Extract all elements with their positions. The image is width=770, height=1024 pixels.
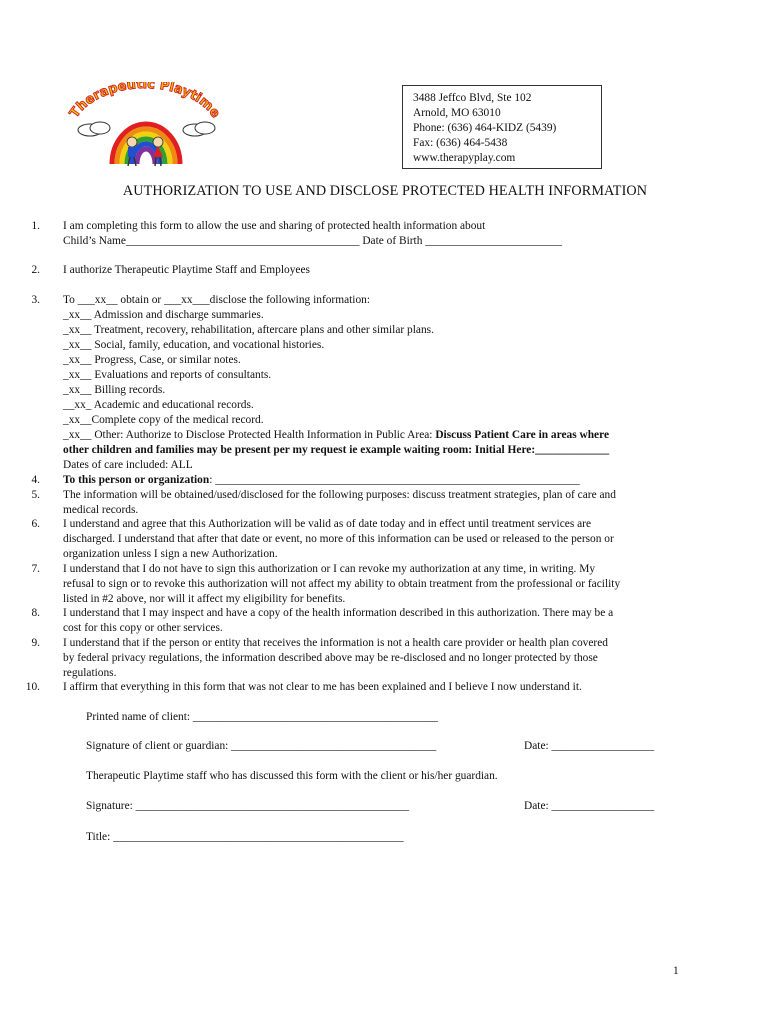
therapeutic-playtime-logo: [60, 82, 230, 170]
item-6-line-3: organization unless I sign a new Authorization.: [63, 548, 278, 560]
address-street: 3488 Jeffco Blvd, Ste 102: [413, 92, 532, 104]
person-organization-field[interactable]: [63, 474, 580, 486]
item-1-line-1: I am completing this form to allow the use and sharing of protected health information about: [63, 220, 486, 232]
item-5-line-1: The information will be obtained/used/disclosed for the following purposes: discuss treatment strategies, plan of care and: [63, 489, 616, 501]
logo-text: Therapeutic Playtime: [67, 82, 223, 121]
item-number: 6.: [31, 518, 40, 530]
staff-title-field[interactable]: Title: ___________________________________________________: [86, 831, 404, 843]
document-title: AUTHORIZATION TO USE AND DISCLOSE PROTECTED HEALTH INFORMATION: [122, 183, 648, 199]
item-8-line-2: cost for this copy or other services.: [63, 622, 223, 634]
other-option-text: _xx__ Other: Authorize to Disclose Protected Health Information in Public Area:: [63, 429, 436, 441]
item-7-line-3: listed in #2 above, nor will it affect my eligibility for benefits.: [63, 593, 346, 605]
item-10-line-1: I affirm that everything in this form that was not clear to me has been explained and I believe I now understand it.: [63, 681, 582, 693]
staff-date-field[interactable]: Date: __________________: [524, 800, 655, 812]
item-7-line-1: I understand that I do not have to sign this authorization or I can revoke my authorization at any time, in writing. My: [63, 563, 596, 575]
item-9-line-1: I understand that if the person or entity that receives the information is not a health care provider or health plan covered: [63, 637, 608, 649]
staff-note: Therapeutic Playtime staff who has discussed this form with the client or his/her guardian.: [86, 770, 498, 782]
other-option-bold: Discuss Patient Care in areas where: [435, 429, 610, 441]
address-box: [402, 85, 602, 169]
item-8-line-1: I understand that I may inspect and have a copy of the health information described in this authorization. There may be a: [63, 607, 614, 619]
item-2-line-1: I authorize Therapeutic Playtime Staff and Employees: [63, 264, 310, 276]
disclosure-option: _xx__Complete copy of the medical record.: [63, 414, 264, 426]
item-number: 7.: [31, 563, 40, 575]
printed-name-field[interactable]: Printed name of client: ___________________________________________: [86, 711, 438, 723]
item-6-line-1: I understand and agree that this Authorization will be valid as of date today and in effect until treatment services are: [63, 518, 592, 530]
staff-signature-field[interactable]: Signature: ________________________________________________: [86, 800, 410, 812]
item-number: 4.: [31, 474, 40, 486]
item-9-line-2: by federal privacy regulations, the information described above may be re-disclosed and no longer protected by those: [63, 652, 598, 664]
client-signature-field[interactable]: Signature of client or guardian: ____________________________________: [86, 740, 437, 752]
address-city: Arnold, MO 63010: [413, 107, 501, 119]
item-5-line-2: medical records.: [63, 504, 139, 516]
address-website: www.therapyplay.com: [413, 152, 516, 164]
disclosure-option: _xx__ Treatment, recovery, rehabilitation, aftercare plans and other similar plans.: [63, 324, 434, 336]
item-3-line-1: To ___xx__ obtain or ___xx___disclose the following information:: [63, 294, 371, 306]
initial-here-field[interactable]: other children and families may be present per my request ie example waiting room: Initial Here:_____________: [63, 444, 610, 456]
item-number: 1.: [31, 220, 40, 232]
rainbow-logo-icon: [60, 82, 230, 170]
person-organization-blank: : ________________________________________________________________: [209, 474, 580, 486]
disclosure-option: _xx__ Admission and discharge summaries.: [63, 309, 264, 321]
disclosure-option: _xx__ Social, family, education, and vocational histories.: [63, 339, 325, 351]
item-number: 8.: [31, 607, 40, 619]
client-date-field[interactable]: Date: __________________: [524, 740, 655, 752]
item-number: 10.: [25, 681, 40, 693]
disclosure-option: _xx__ Progress, Case, or similar notes.: [63, 354, 241, 366]
item-9-line-3: regulations.: [63, 667, 117, 679]
page-number: 1: [673, 965, 679, 977]
item-number: 5.: [31, 489, 40, 501]
disclosure-option: __xx_ Academic and educational records.: [63, 399, 254, 411]
address-phone: Phone: (636) 464-KIDZ (5439): [413, 122, 557, 134]
person-organization-label: To this person or organization: [63, 474, 210, 486]
child-name-dob-field[interactable]: Child’s Name_________________________________________ Date of Birth ________________________: [63, 235, 562, 247]
address-fax: Fax: (636) 464-5438: [413, 137, 508, 149]
disclosure-option-other: [63, 429, 609, 441]
item-number: 2.: [31, 264, 40, 276]
disclosure-option: _xx__ Billing records.: [63, 384, 166, 396]
disclosure-option: _xx__ Evaluations and reports of consultants.: [63, 369, 272, 381]
item-number: 3.: [31, 294, 40, 306]
item-number: 9.: [31, 637, 40, 649]
item-6-line-2: discharged. I understand that after that date or event, no more of this information can be used or released to the person or: [63, 533, 614, 545]
item-7-line-2: refusal to sign or to revoke this authorization will not affect my ability to obtain treatment from the professional or facility: [63, 578, 621, 590]
dates-of-care: Dates of care included: ALL: [63, 459, 193, 471]
